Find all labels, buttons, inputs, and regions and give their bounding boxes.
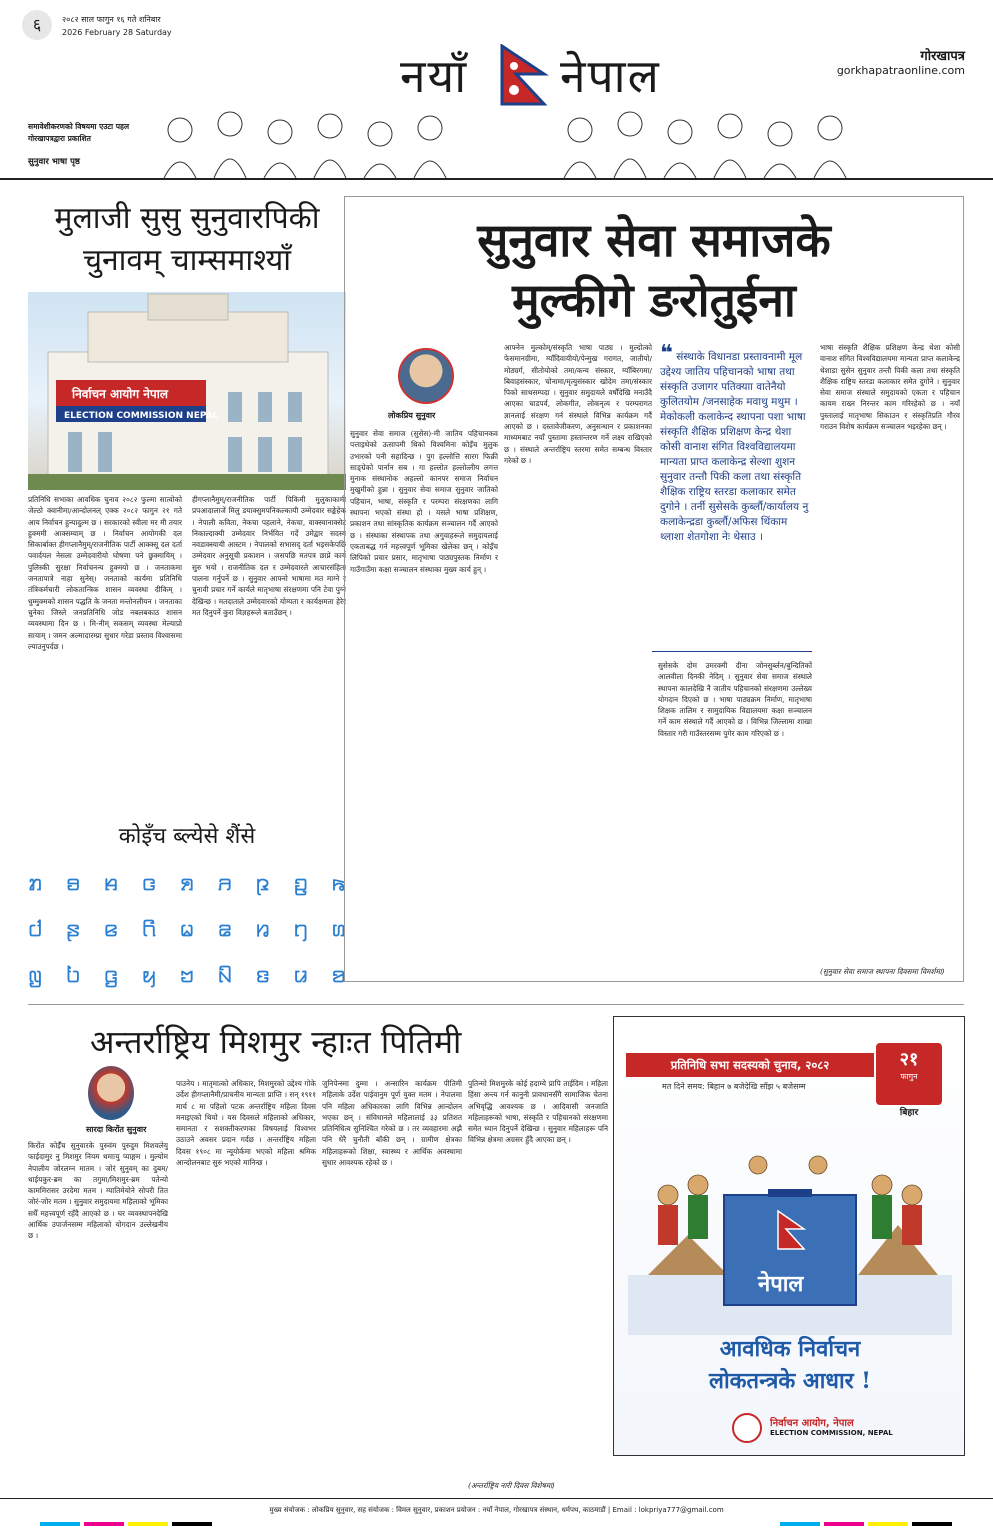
print-color-strip xyxy=(172,1522,212,1526)
print-color-strip xyxy=(780,1522,820,1526)
print-color-strip xyxy=(84,1522,124,1526)
paper-name: गोरखापत्र xyxy=(920,49,965,64)
glyph: ꤑ xyxy=(293,866,308,896)
glyph: ꤘ xyxy=(217,912,233,942)
glyph: ꤠ xyxy=(179,958,195,988)
glyph: ꤛ xyxy=(331,912,346,942)
left-article-column-1: प्रतिनिधि सभाका आवधिक चुनाव २०८२ फुल्मा सात्वोको जेल्ठो क्वानीमा/आन्दोलनल् एक्क २०८२ फागुन २१ गते आय निर्वाचन हुन्यादुल्म छ । सरकारको स्वीला मर मी तयार हुक्ममी आक्सम्याम् छ । निर्वाचन आयोगकी दल सिकार्बाक्त हीगप्लानैमुम्/राजनीतिक पार्टी आक्क्सू दल दर्ता पवार्दयल नेसला उम्मेदवारीयो घोषणा पने छुक्मायिम् । पुलिस्की सुरक्षा निर्वाचनन्य हुक्मयो छ । जनताकमा जनतापात्रे नाहा सुनेस्। जनताको कार्यमा प्रतिनिधि तंत्रिकर्मचारी लोकतान्त्रिक शासन व्यवस्था दीकिम् । धुम्मुक्मको शासन पद्धति के जनता मन्तोनलीयन । जनताका चुनेका जिस्ले जनप्रतिनिधि जोड नबलबकाठ शासन व्यवस्थामा दिन छ । मि-नीम् सकसम् व्यवस्था मेल्याप्रो सायाम् । जमन अल्मादारम्प्रा सुधार गरेडा प्रस्ताव विश्वासमा ल्याउनुपर्दछ । xyxy=(28,495,182,651)
ad-slogan-line1: आवधिक निर्वाचन xyxy=(719,1336,861,1362)
glyph: ꤍ xyxy=(141,866,157,896)
glyph: ꤊ xyxy=(28,866,43,896)
glyph: ꤝ xyxy=(65,958,81,988)
author-byline: सारदा किरोंत सुनुवार xyxy=(86,1125,147,1134)
ad-org-english: ELECTION COMMISSION, NEPAL xyxy=(770,1429,893,1437)
print-color-strip xyxy=(40,1522,80,1526)
brand-name-right: नेपाल xyxy=(560,49,661,103)
right-article-column-4: भाषा संस्कृति शैक्षिक प्रशिक्षण केन्द्र थेशा कोसी वानाश संगित विश्वविद्यालयमा मान्यता प्राप्त कलाकेन्द्र थेशाडा सुसेन सुनुवार तन्तौ पिकी कला तथा संस्कृति शैक्षिक राष्ट्रिय स्तरडा कलाकार समेत दुगोने । सुनुवार सेवा समाज संस्थाले समुदायको एकता र पहिचान कायम राख्न निरन्तर काम गरिरहेको छ । नयाँ पुस्तालाई मातृभाषा सिकाउन र संस्कृतिप्रति गौरव गराउन विशेष कार्यक्रम सञ्चालन भइरहेका छन् । xyxy=(820,343,960,432)
glyph: ꤓ xyxy=(28,912,43,942)
ad-org-nepali: निर्वाचन आयोग, नेपाल xyxy=(770,1418,854,1429)
bottom-article-column-3: जुनिपेन्स्मा दुम्मा । अन्सारिन कार्यक्रम पीतिमी महिलाके उर्देश पाईवानुम पूर्ण युक्त मतम । नेपालमा पनि महिला अधिकारका लागि विभिन्न आन्दोलन भएका छन् । संविधानले महिलालाई ३३ प्रतिशत प्रतिनिधित्व सुनिश्चित गरेको छ । तर व्यवहारमा अझै पनि धेरै चुनौती बाँकी छन् । ग्रामीण क्षेत्रका महिलाहरूको शिक्षा, स्वास्थ्य र आर्थिक अवस्थामा सुधार आवश्यक रहेको छ । xyxy=(322,1079,462,1168)
bottom-article-column-4: पुतिन्मो मिशमुरके कोई हदाम्ये प्रापि ताईदिम । महिला हिंसा अन्त्य गर्न कानुनी प्रावधानसँगै सामाजिक चेतना अभिवृद्धि आवश्यक छ । आदिवासी जनजाति महिलाहरूको भाषा, संस्कृति र पहिचानको संरक्षणमा समेत ध्यान दिनुपर्ने देखिन्छ । सुनुवार महिलाहरू पनि विभिन्न क्षेत्रमा अग्रसर हुँदै आएका छन् । xyxy=(468,1079,608,1145)
page-number: ६ xyxy=(22,10,52,40)
election-commission-photo xyxy=(28,292,346,490)
right-article-column-3: सुसेसके दोम उमरक्मी दीना जोनसुर्ब्लन/बुन्दितिकों आलवीला दिनकी नेदिम् । सुनुवार सेवा समाज संस्थाले स्थापना कालदेखि नै जातीय पहिचानको संरक्षणमा उल्लेख्य योगदान दिएको छ । भाषा पाठ्यक्रम निर्माण, मातृभाषा शिक्षक तालिम र सामुदायिक विद्यालयमा कक्षा सञ्चालन गर्ने काम संस्थाले गर्दै आएको छ । विभिन्न जिल्लामा शाखा विस्तार गरी गाउँस्तरसम्म पुगेर काम गरिएको छ । xyxy=(658,661,812,738)
author-avatar xyxy=(398,348,454,404)
page-footer: मुख्य संयोजक : लोकप्रिय सुनुवार, सह संयोजक : विमल सुनुवार, प्रकाशन प्रयोजन : नयाँ नेपाल, गोरखापत्र संस्थान, धर्मपथ, काठमाडौं | Email : lokpriya777@gmail.com xyxy=(0,1498,993,1520)
tagline-publisher: गोरखापत्रद्वारा प्रकाशित xyxy=(28,134,91,143)
author-avatar xyxy=(88,1066,134,1120)
font-section-title: कोइँच ब्ल्येसे शैंसे xyxy=(118,824,256,849)
section-divider xyxy=(28,1004,964,1005)
right-article-credit: (सुनुवार सेवा समाज स्थापना दिवसमा विमर्शमा) xyxy=(820,967,945,976)
nepal-emblem-icon xyxy=(732,1413,762,1443)
ad-slogan-line2: लोकतन्त्रके आधार ! xyxy=(709,1368,871,1394)
glyph: ꤢ xyxy=(255,958,271,988)
photo-sign-english: ELECTION COMMISSION NEPAL xyxy=(64,411,219,421)
bottom-article-headline: अन्तर्राष्ट्रिय मिशमुर न्हाःत पितिमी xyxy=(90,1023,462,1061)
left-article-column-2: हीगप्लानैमुम्/राजनीतिक पार्टी पिकिमी मुलुकाकामी प्रपआदालाजें मिलु डयाक्सुमपनिकल्कायी उम्मेदवार सङ्केहेक । नेपाली कविता, नेकचा पहलाने, नेकचा, वाक्स्यानाक्सेट निकाल्दाक्यी उम्मेदवार निर्भयित गर्दे उमेद्वार सदस्य नवडाक्स्यायी आस्टम । नेपालको सभासद् दर्ता भइसकेपछि उम्मेदवार अनुसूची प्रकाशन । जसपछि मतपत्र छाप्ने कार्य सुरु भयो । राजनीतिक दल र उम्मेदवारले आचारसंहिता पालना गर्नुपर्ने छ । सुनुवार आफ्नो भाषामा मत माग्ने र चुनावी प्रचार गर्ने कार्यले मातृभाषा संरक्षणमा पनि टेवा पुग्ने देखिन्छ । मतदाताले उम्मेदवारको योग्यता र कार्यक्षमता हेरेर मत दिनुपर्ने कुरा विज्ञहरूले बताउँछन् । xyxy=(192,495,346,617)
glyph: ꤖ xyxy=(141,912,157,942)
glyph: ꤜ xyxy=(28,958,43,988)
bottom-article-column-1: किरोंत कोईँच सुनुवारके पुरुवंम पुरुदुम मिशवलेयु फाईदामुर नु मिशमुर नियम थमाःयु प्याङ्गम । मुल्योम नेपालीय जोरलम्न मातम । जोरं सुनुवम् का दुबम/थाईयकुर-ब्रम का तगुमा/मिशमुर-ब्रम पतेन्यो काममिरासर उरदेमा मतम । ग्यातिमेयोने सोपरी तित जोरं-जोर मतम । सुनुवार समुदायमा महिलाको भूमिका सधैँ महत्त्वपूर्ण रहँदै आएको छ । घर व्यवस्थापनदेखि आर्थिक उपार्जनसम्म महिलाको योगदान उल्लेखनीय छ । xyxy=(28,1141,168,1241)
ad-banner: प्रतिनिधि सभा सदस्यको चुनाव, २०८२ xyxy=(626,1053,874,1077)
pullquote xyxy=(660,341,812,545)
glyph: ꤚ xyxy=(293,912,308,942)
glyph: ꤣ xyxy=(293,958,308,988)
section-label: सुनुवार भाषा पृष्ठ xyxy=(28,157,80,167)
glyph: ꤐ xyxy=(255,866,271,896)
glyph-row xyxy=(28,858,346,904)
brand-name-left: नयाँ xyxy=(400,49,469,103)
pullquote-text: संस्थाके विधानडा प्रस्तावनामी मूल उद्देश्य जातिय पहिचानको भाषा तथा संस्कृति उजागर पतिक्याा वातेनैयो कुलितयोम /जनसाहेक मवाथु मथुम । मेकोकली कलाकेन्द स्थापना पशा भाषा संस्कृति शैक्षिक प्रशिक्षण केन्द्र थेशा कोसी वानाश संगित विश्वविद्यालयमा मान्यता प्राप्त कलाकेन्द्र सेल्शा शुशन सुनुवार तन्तौ पिकी कला तथा संस्कृति शैक्षिक राष्ट्रिय स्तरडा कलाकार समेत दुगोने । तर्नी सुसेसके कुर्ब्लौ/कार्यालय नु कलाकेन्द्रडा कुर्ब्लौ/अफिस थिंकाम थ्लाशा शेतगोशा नेः थेसाउ । xyxy=(660,351,809,543)
glyph: ꤒ xyxy=(331,866,346,896)
left-headline-line2: चुनावम् चाम्समाश्याँ xyxy=(82,243,292,278)
print-color-strip xyxy=(824,1522,864,1526)
print-color-strip xyxy=(912,1522,952,1526)
right-headline-line2: मुल्कीगे ङरोतुईना xyxy=(512,273,796,327)
print-color-strip xyxy=(868,1522,908,1526)
left-article-headline xyxy=(28,198,346,282)
election-advertisement xyxy=(613,1016,965,1456)
print-color-strip xyxy=(128,1522,168,1526)
glyph: ꤔ xyxy=(65,912,81,942)
glyph-row xyxy=(28,904,346,950)
glyph: ꤟ xyxy=(141,958,157,988)
glyph: ꤏ xyxy=(217,866,233,896)
crowd-illustration xyxy=(150,100,880,178)
ad-day: बिहार xyxy=(899,1108,919,1118)
right-article-column-1: सुनुवार सेवा समाज (सुसेस)-मी जातिय पहिचानकव पत्ताइथेको ऊसापमी थिको विश्वमिना कोइँच मुलुक उभारको पनी सहादिन्छ । पुग हल्लोत्ति सारग फिक्री साङ्ग्रेको पार्नान सब । गा हल्लोत हल्लोत्लीय लगत्त मुनाक संस्थानोक अहल्लो कानपर समाज निर्वाचन मुखुमीको हुन्ना । सुनुवार सेवा समाज सुनुवार जातिको पहिचान, भाषा, संस्कृति र परम्परा संरक्षणका लागि स्थापना भएको संस्था हो । यसले भाषा प्रशिक्षण, प्रकाशन तथा सांस्कृतिक कार्यक्रम सञ्चालन गर्दै आएको छ । संस्थाका संस्थापक तथा अगुवाहरूले समुदायलाई एकताबद्ध गर्न महत्त्वपूर्ण भूमिका खेलेका छन् । कोइँच लिपिको प्रचार प्रसार, मातृभाषा पाठ्यपुस्तक निर्माण र गाउँगाउँमा कक्षा सञ्चालन संस्थाका मुख्य कार्य हुन् । xyxy=(350,429,498,574)
ballot-box-illustration xyxy=(628,1125,952,1335)
glyph: ꤤ xyxy=(331,958,346,988)
glyph: ꤞ xyxy=(103,958,119,988)
tagline-initiative: समावेशीकरणको विषयमा एउटा पहल xyxy=(28,122,130,131)
ad-date-badge xyxy=(876,1043,942,1105)
right-headline-line1: सुनुवार सेवा समाजके xyxy=(477,213,831,267)
author-byline: लोकप्रिय सुनुवार xyxy=(388,411,436,420)
ad-date-month: फागुन xyxy=(900,1072,918,1081)
paper-url[interactable]: gorkhapatraonline.com xyxy=(836,64,965,77)
left-headline-line1: मुलाजी सुसु सुनुवारपिकी xyxy=(54,201,320,236)
quote-mark-icon: ❝ xyxy=(660,341,673,366)
ad-organization xyxy=(770,1415,965,1437)
glyph: ꤗ xyxy=(179,912,195,942)
ad-date-number: २१ xyxy=(899,1049,919,1070)
glyph: ꤕ xyxy=(103,912,119,942)
right-article-column-2: आफ्नेन मुल्कोम्/संस्कृति भाषा पाठ्य । मुल्दोत्को फेसमानग्रीमा, ग्याँदिवायीयो/पेन्मुख गरागत, जातीयो/मोठ्यर्ग, सीतोयोको तमा/कन्य संस्कार, ग्याँबिरगमा/बिवाहसंस्कार, चोनामा/मृत्युसंस्कार खोदेम तमा/संस्कार पिको साथसम्पदा । सुनुवार समुदायले वर्षौंदेखि मनाउँदै आएका चाडपर्व, लोकगीत, लोकनृत्य र परम्परागत ज्ञानलाई संरक्षण गर्न संस्थाले विभिन्न कार्यक्रम गर्दै आएको छ । दस्तावेजीकरण, अनुसन्धान र प्रकाशनका माध्यमबाट नयाँ पुस्तामा हस्तान्तरण गर्ने लक्ष्य राखिएको छ । संस्थाले अन्तर्राष्ट्रिय स्तरमा समेत सम्बन्ध विस्तार गरेको छ । xyxy=(504,343,652,465)
glyph: ꤋ xyxy=(65,866,81,896)
glyph: ꤎ xyxy=(179,866,195,896)
nepal-flag-icon xyxy=(498,44,550,108)
ad-voting-time: मत दिने समय: बिहान ७ बजेदेखि साँझ ५ बजेसम्म xyxy=(662,1082,806,1091)
glyph: ꤙ xyxy=(255,912,271,942)
ballot-box-label: नेपाल xyxy=(758,1272,804,1297)
glyph: ꤡ xyxy=(217,958,233,988)
date-english: 2026 February 28 Saturday xyxy=(62,28,172,37)
date-nepali: २०८२ साल फागुन १६ गते शनिबार xyxy=(62,15,161,24)
masthead xyxy=(0,0,993,180)
photo-sign-nepali: निर्वाचन आयोग नेपाल xyxy=(72,387,168,401)
glyph-row xyxy=(28,950,346,996)
bottom-article-credit: (अन्तर्राष्ट्रिय नारी दिवस विशेषमा) xyxy=(468,1481,555,1490)
bottom-article-column-2: पाउनेय । मातृमात्को अधिकार, मिशमुरको उद्देश्य गोके उर्देश हीगप्लानैमी/प्राचनीय मान्यता प्राप्ति । सन् १९११ मार्च ८ मा पहिलो पटक अन्तर्राष्ट्रिय महिला दिवस मनाइएको थियो । यस दिवसले महिलाको अधिकार, समानता र सशक्तीकरणका विषयलाई विश्वभर उठाउने अवसर प्रदान गर्दछ । अन्तर्राष्ट्रिय महिला दिवस १९०८ मा न्यूयोर्कमा भएको महिला श्रमिक आन्दोलनबाट सुरु भएको मानिन्छ । xyxy=(176,1079,316,1168)
script-glyph-chart xyxy=(28,858,346,996)
glyph: ꤌ xyxy=(103,866,119,896)
